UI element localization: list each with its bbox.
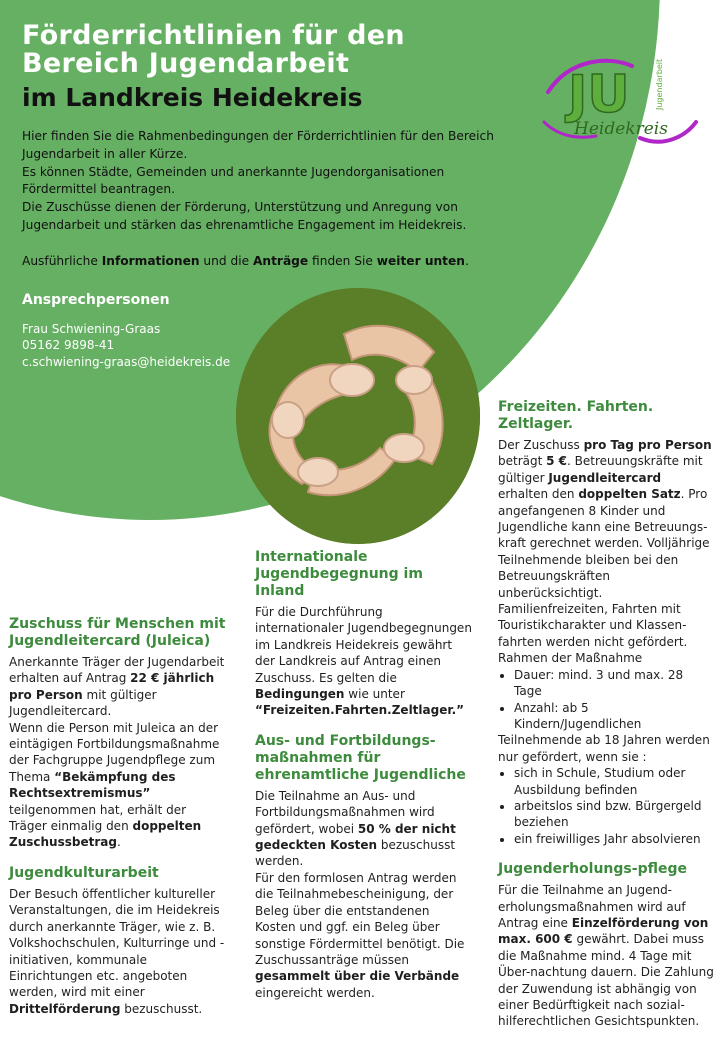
fortbildung-section bbox=[255, 733, 473, 1001]
fortbildung-heading: Aus- und Fortbildungs-maßnahmen für ehrenamtliche Jugendliche bbox=[255, 732, 466, 783]
freizeiten-text-1: Der Zuschuss pro Tag pro Person beträgt 5 €. Betreuungskräfte mit gültiger Jugendleitercard erhalten den doppelten Satz. Pro angefangenen 8 Kinder und Jugendliche kann eine Betreuungs-kraft gerechnet werden. Volljährige Teilnehmende bleiben bei den Betreuungskräften unberücksichtigt. bbox=[498, 438, 712, 600]
juleica-heading: Zuschuss für Menschen mit Jugendleitercard (Juleica) bbox=[9, 616, 226, 649]
ju-heidekreis-logo bbox=[540, 52, 700, 152]
jugendkulturarbeit-section bbox=[9, 865, 227, 1017]
contact-email[interactable]: c.schwiening-graas@heidekreis.de bbox=[22, 354, 231, 369]
freizeiten-heading: Freizeiten. Fahrten. Zeltlager. bbox=[498, 399, 654, 432]
freizeiten-list-2 bbox=[498, 765, 714, 847]
intro-paragraph-4: Ausführliche Informationen und die Anträge finden Sie weiter unten. bbox=[22, 253, 469, 268]
intro-paragraph-3: Die Zuschüsse dienen der Förderung, Unterstützung und Anregung von Jugendarbeit und stärken das ehrenamtliche Engagement im Heidekreis. bbox=[22, 200, 467, 232]
intro-paragraph-2: Es können Städte, Gemeinden und anerkannte Jugendorganisationen Fördermittel beantragen. bbox=[22, 164, 445, 197]
freizeiten-text-4: Teilnehmende ab 18 Jahren werden nur gefördert, wenn sie : bbox=[498, 733, 710, 764]
logo-vertical-text: Jugendarbeit bbox=[655, 58, 664, 110]
contact-name: Frau Schwiening-Graas bbox=[22, 321, 161, 336]
jugenderholung-section bbox=[498, 861, 714, 1030]
jugendkulturarbeit-text: Der Besuch öffentlicher kultureller Veranstaltungen, die im Heidekreis durch anerkannte Träger, wie z. B. Volkshochschulen, Kulturringe und -initiativen, kommunale Einrichtungen etc. angeboten werden, wird mit einer Drittelförderung bezuschusst. bbox=[9, 886, 225, 1016]
column-right bbox=[498, 399, 714, 1044]
international-section bbox=[255, 549, 473, 719]
list-item: • Dauer: mind. 3 und max. 28 Tage bbox=[514, 667, 714, 700]
title-line-3: im Landkreis Heidekreis bbox=[22, 83, 363, 112]
juleica-text-1: Anerkannte Träger der Jugendarbeit erhalten auf Antrag 22 € jährlich pro Person mit gültiger Jugendleitercard. bbox=[9, 655, 225, 719]
title-line-2: Bereich Jugendarbeit bbox=[22, 48, 350, 79]
intro-paragraph-1: Hier finden Sie die Rahmenbedingungen der Förderrichtlinien für den Bereich Jugendarbeit in aller Kürze. bbox=[22, 129, 494, 161]
jugenderholung-text: Für die Teilnahme an Jugend-erholungsmaßnahmen wird auf Antrag eine Einzelförderung von max. 600 € gewährt. Dabei muss die Maßnahme mind. 4 Tage mit Über-nachtung dauern. Die Zahlung der Zuwendung ist abhängig von einer Bedürftigkeit nach sozial-hilferechtlichen Gesichtspunkten. bbox=[498, 883, 714, 1029]
column-left bbox=[9, 616, 227, 1031]
weiter-unten-link[interactable]: weiter unten bbox=[376, 253, 465, 268]
intro-text bbox=[22, 128, 502, 271]
contact-section bbox=[22, 292, 252, 370]
freizeiten-text-3: Rahmen der Maßnahme bbox=[498, 651, 643, 666]
informationen-text: Informationen bbox=[101, 253, 200, 268]
freizeiten-text-2: Familienfreizeiten, Fahrten mit Touristikcharakter und Klassen-fahrten werden nicht gefördert. bbox=[498, 602, 688, 649]
title-line-1: Förderrichtlinien für den bbox=[22, 20, 405, 51]
jugenderholung-heading: Jugenderholungs-pflege bbox=[498, 861, 687, 878]
contact-heading: Ansprechpersonen bbox=[22, 292, 170, 308]
international-text: Für die Durchführung internationaler Jugendbegegnungen im Landkreis Heidekreis gewährt der Landkreis auf Antrag einen Zuschuss. Es gelten die Bedingungen wie unter “Freizeiten.Fahrten.Zeltlager.” bbox=[255, 605, 472, 718]
list-item: • arbeitslos sind bzw. Bürgergeld beziehen bbox=[514, 798, 714, 831]
fortbildung-text-1: Die Teilnahme an Aus- und Fortbildungsmaßnahmen wird gefördert, wobei 50 % der nicht gedeckten Kosten bezuschusst werden. bbox=[255, 788, 456, 869]
freizeiten-list-1 bbox=[498, 667, 714, 733]
juleica-text-2: Wenn die Person mit Juleica an der eintägigen Fortbildungsmaßnahme der Fachgruppe Jugendpflege zum Thema “Bekämpfung des Rechtsextremismus” teilgenommen hat, erhält der Träger einmalig den doppelten Zuschussbetrag. bbox=[9, 720, 220, 850]
contact-phone[interactable]: 05162 9898-41 bbox=[22, 338, 115, 352]
logo-ju-text: JU bbox=[568, 65, 630, 125]
list-item: • sich in Schule, Studium oder Ausbildung befinden bbox=[514, 765, 714, 798]
freizeiten-section bbox=[498, 399, 714, 847]
column-middle bbox=[255, 549, 473, 1015]
jugendkulturarbeit-heading: Jugendkulturarbeit bbox=[9, 864, 159, 881]
international-heading: Internationale Jugendbegegnung im Inland bbox=[255, 549, 423, 599]
logo-heidekreis-text: Heidekreis bbox=[574, 119, 668, 139]
list-item: • ein freiwilliges Jahr absolvieren bbox=[514, 831, 714, 847]
antraege-text: Anträge bbox=[253, 253, 309, 268]
list-item: • Anzahl: ab 5 Kindern/Jugendlichen bbox=[514, 700, 714, 733]
page-title bbox=[22, 22, 502, 116]
hands-circle-image bbox=[236, 288, 480, 544]
juleica-section bbox=[9, 616, 227, 851]
fortbildung-text-2: Für den formlosen Antrag werden die Teilnahmebescheinigung, der Beleg über die entstandenen Kosten und ggf. ein Beleg über sonstige Fördermittel benötigt. Die Zuschussanträge müssen gesammelt über die Verbände eingereicht werden. bbox=[255, 870, 465, 1000]
